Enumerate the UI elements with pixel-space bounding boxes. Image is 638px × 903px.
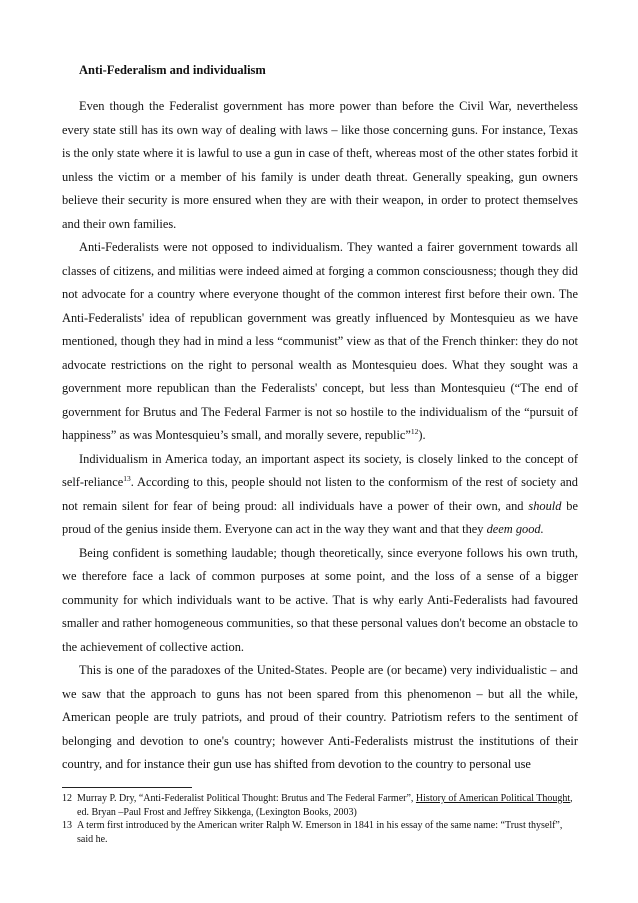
paragraph-3 bbox=[62, 448, 578, 542]
paragraph-2-text: Anti-Federalists were not opposed to individualism. They wanted a fairer government towards all classes of citizens, and militias were indeed aimed at forging a common consciousness; though they did not advocate for a country where everyone thought of the common interest first before their own. The Anti-Federalists' idea of republican government was greatly influenced by Montesquieu as we have mentioned, though they had in mind a less “communist” view as that of the French thinker: they do not advocate restrictions on the right to personal wealth as Montesquieu does. What they sought was a government more republican than the Federalists' concept, but less than Montesquieu (“The end of government for Brutus and The Federal Farmer is not so hostile to the individualism of the “pursuit of happiness” as was Montesquieu’s small, and morally severe, republic” bbox=[62, 240, 578, 442]
emphasis-should: should bbox=[528, 498, 562, 513]
paragraph-3-text-start: Individualism in America today, an important aspect its society, is closely linked to the concept of self-reliance bbox=[62, 451, 578, 489]
body-text bbox=[62, 95, 578, 777]
section-heading: Anti-Federalism and individualism bbox=[79, 63, 266, 77]
footnote-text-start: Murray P. Dry, “Anti-Federalist Political Thought: Brutus and The Federal Farmer”, bbox=[77, 793, 416, 804]
footnote-divider bbox=[62, 787, 192, 788]
footnote-ref-13[interactable]: 13 bbox=[123, 473, 131, 483]
footnote-text bbox=[77, 792, 578, 819]
footnote-number: 12 bbox=[62, 793, 72, 804]
emphasis-deem-good: deem good. bbox=[486, 522, 544, 536]
paragraph-3-text-middle-2: be proud of the genius inside them. Everyone can act in the way they want and that they bbox=[62, 498, 578, 536]
paragraph-3-text-middle: . According to this, people should not listen to the conformism of the rest of society and not remain silent for fear of being proud: all individuals have a power of their own, and bbox=[62, 475, 578, 513]
paragraph-4: Being confident is something laudable; though theoretically, since everyone follows his own truth, we therefore face a lack of common purposes at some point, and the loss of a sense of a bigger community for which individuals want to be active. That is why early Anti-Federalists had favoured smaller and rather homogeneous communities, so that these personal values don't become an obstacle to the achievement of collective action. bbox=[62, 545, 578, 654]
paragraph-2 bbox=[62, 236, 578, 448]
footnote-text: A term first introduced by the American writer Ralph W. Emerson in 1841 in his essay of the same name: “Trust thyself”, said he. bbox=[77, 820, 563, 845]
footnote-13 bbox=[62, 819, 578, 846]
footnotes bbox=[62, 792, 578, 846]
paragraph-1: Even though the Federalist government has more power than before the Civil War, nevertheless every state still has its own way of dealing with laws – like those concerning guns. For instance, Texas is the only state where it is lawful to use a gun in case of theft, whereas most of the other states forbid it unless the victim or a member of his family is under death threat. Generally speaking, gun owners believe their security is more ensured when they are with their weapon, in order to protect themselves and their own families. bbox=[62, 99, 578, 231]
footnote-number: 13 bbox=[62, 820, 72, 832]
paragraph-5: This is one of the paradoxes of the United-States. People are (or became) very individualistic – and we saw that the approach to guns has not been spared from this phenomenon – but all the while, American people are truly patriots, and proud of their country. Patriotism refers to the sentiment of belonging and devotion to one's country; however Anti-Federalists mistrust the institutions of their country, and for instance their gun use has shifted from devotion to the country to personal use bbox=[62, 663, 578, 771]
footnote-12 bbox=[62, 792, 578, 819]
paragraph-2-closing: ). bbox=[418, 428, 426, 442]
book-title-link[interactable]: History of American Political Thought bbox=[415, 793, 571, 804]
footnote-text-end: , ed. Bryan –Paul Frost and Jeffrey Sikkenga, (Lexington Books, 2003) bbox=[77, 793, 573, 818]
footnote-ref-12[interactable]: 12 bbox=[410, 426, 419, 436]
